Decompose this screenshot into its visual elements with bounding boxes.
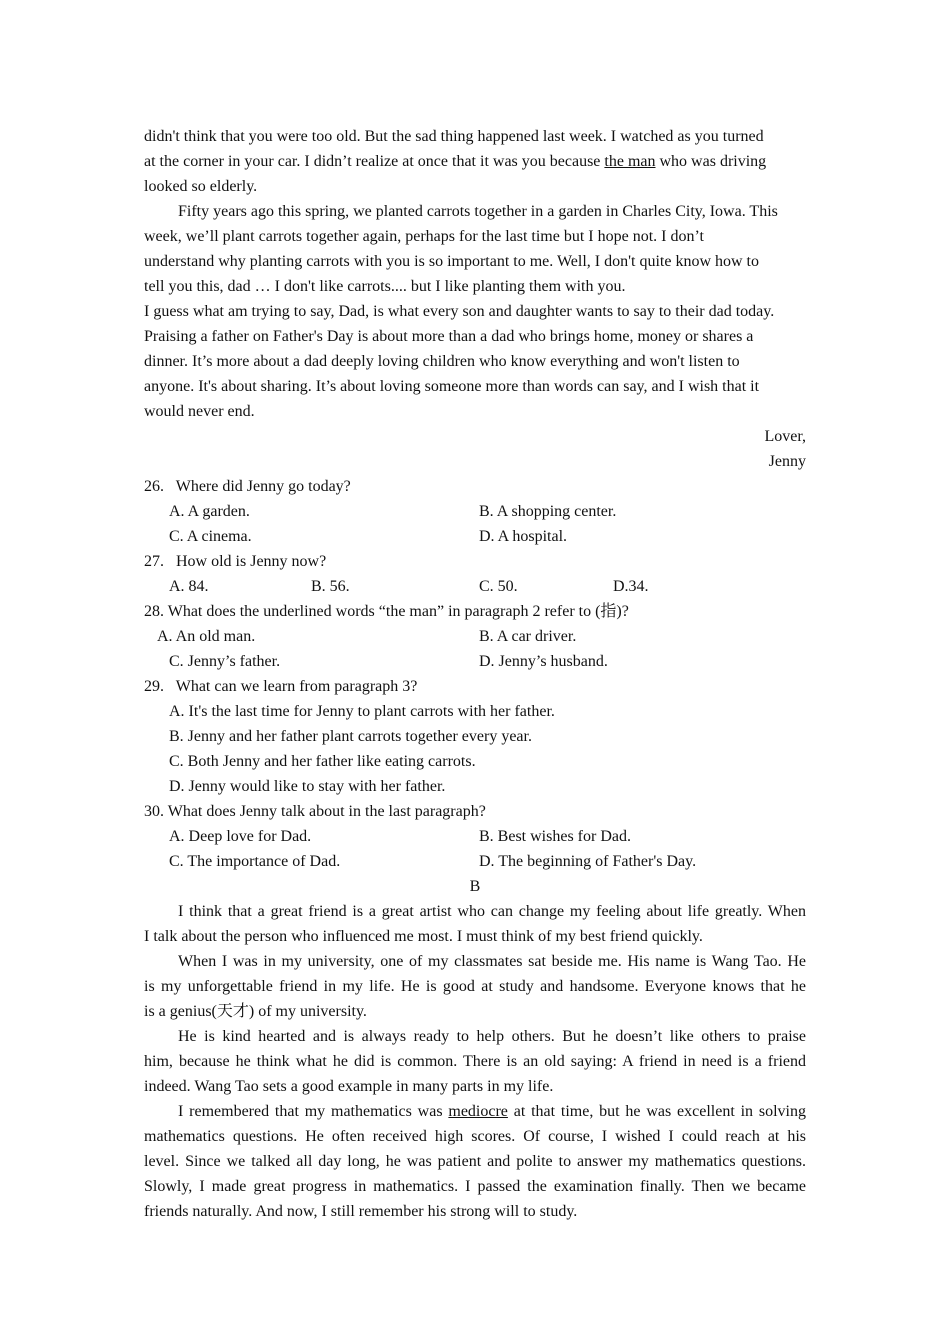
text-line: I think that a great friend is a great artist who can change my feeling about life greatly. When — [178, 903, 806, 920]
text-line: mathematics questions. He often received high scores. Of course, I wished I could reach at his — [144, 1128, 806, 1145]
question-stem: 26. Where did Jenny go today? — [144, 478, 351, 495]
question-29 — [144, 674, 806, 799]
text-line: looked so elderly. — [144, 178, 258, 195]
letter-signature: Jenny — [768, 453, 806, 470]
question-28 — [144, 599, 806, 674]
option-b: B. Jenny and her father plant carrots together every year. — [169, 728, 532, 745]
text-line: him, because he think what he did is common. There is an old saying: A friend in need is a friend — [144, 1053, 806, 1070]
option-c: C. A cinema. — [169, 528, 252, 545]
option-d: D.34. — [613, 578, 649, 595]
text-line: anyone. It's about sharing. It’s about loving someone more than words can say, and I wish that it — [144, 378, 760, 395]
option-a: A. 84. — [169, 578, 209, 595]
option-a: A. An old man. — [157, 628, 256, 645]
option-c: C. The importance of Dad. — [169, 853, 341, 870]
option-a: A. It's the last time for Jenny to plant carrots with her father. — [169, 703, 555, 720]
text-line: week, we’ll plant carrots together again, perhaps for the last time but I hope not. I don’t — [144, 228, 704, 245]
passage-a — [144, 124, 806, 424]
option-b: B. A car driver. — [479, 628, 577, 645]
letter-closing: Lover, — [764, 428, 806, 445]
option-c: C. Jenny’s father. — [169, 653, 281, 670]
option-d: D. Jenny would like to stay with her father. — [169, 778, 446, 795]
text-line: is my unforgettable friend in my life. He is good at study and handsome. Everyone knows that he — [144, 978, 806, 995]
text-line — [144, 149, 806, 174]
text-line: Praising a father on Father's Day is about more than a dad who brings home, money or shares a — [144, 328, 754, 345]
question-stem: 27. How old is Jenny now? — [144, 553, 327, 570]
text-line: friends naturally. And now, I still remember his strong will to study. — [144, 1203, 578, 1220]
question-stem: 28. What does the underlined words “the man” in paragraph 2 refer to (指)? — [144, 603, 629, 620]
underlined-phrase: mediocre — [448, 1103, 508, 1120]
option-d: D. Jenny’s husband. — [479, 653, 608, 670]
text-line: is a genius(天才) of my university. — [144, 1003, 367, 1020]
option-a: A. A garden. — [169, 503, 250, 520]
text-line: I guess what am trying to say, Dad, is what every son and daughter wants to say to their dad today. — [144, 303, 775, 320]
question-stem: 29. What can we learn from paragraph 3? — [144, 678, 418, 695]
text-line: indeed. Wang Tao sets a good example in many parts in my life. — [144, 1078, 554, 1095]
text-segment: who was driving — [655, 153, 767, 170]
question-26 — [144, 474, 806, 549]
question-stem: 30. What does Jenny talk about in the last paragraph? — [144, 803, 486, 820]
text-line: Slowly, I made great progress in mathematics. I passed the examination finally. Then we became — [144, 1178, 806, 1195]
text-line: understand why planting carrots with you is so important to me. Well, I don't quite know how to — [144, 253, 759, 270]
text-line: When I was in my university, one of my classmates sat beside me. His name is Wang Tao. He — [178, 953, 806, 970]
option-b: B. 56. — [311, 578, 350, 595]
text-segment: at the corner in your car. I didn’t realize at once that it was you because — [144, 153, 605, 170]
option-c: C. 50. — [479, 578, 518, 595]
option-a: A. Deep love for Dad. — [169, 828, 312, 845]
option-c: C. Both Jenny and her father like eating carrots. — [169, 753, 476, 770]
option-d: D. The beginning of Father's Day. — [479, 853, 697, 870]
question-30 — [144, 799, 806, 874]
text-line: He is kind hearted and is always ready to help others. But he doesn’t like others to praise — [178, 1028, 806, 1045]
section-heading: B — [469, 878, 481, 895]
option-d: D. A hospital. — [479, 528, 568, 545]
text-line: Fifty years ago this spring, we planted carrots together in a garden in Charles City, Iowa. This — [178, 203, 778, 220]
option-b: B. Best wishes for Dad. — [479, 828, 631, 845]
text-line: I talk about the person who influenced me most. I must think of my best friend quickly. — [144, 928, 703, 945]
question-27 — [144, 549, 806, 599]
text-segment: I remembered that my mathematics was — [178, 1103, 449, 1120]
text-line: didn't think that you were too old. But the sad thing happened last week. I watched as you turned — [144, 128, 764, 145]
text-line — [144, 1099, 806, 1124]
text-segment: at that time, but he was excellent in solving — [507, 1103, 806, 1120]
text-line: level. Since we talked all day long, he was patient and polite to answer my mathematics questions. — [144, 1153, 806, 1170]
text-line: would never end. — [144, 403, 255, 420]
document-page — [144, 124, 806, 1224]
text-line: dinner. It’s more about a dad deeply loving children who know everything and won't listen to — [144, 353, 740, 370]
passage-b — [144, 899, 806, 1224]
option-b: B. A shopping center. — [479, 503, 617, 520]
text-line: tell you this, dad … I don't like carrots.... but I like planting them with you. — [144, 278, 626, 295]
underlined-phrase: the man — [604, 153, 656, 170]
